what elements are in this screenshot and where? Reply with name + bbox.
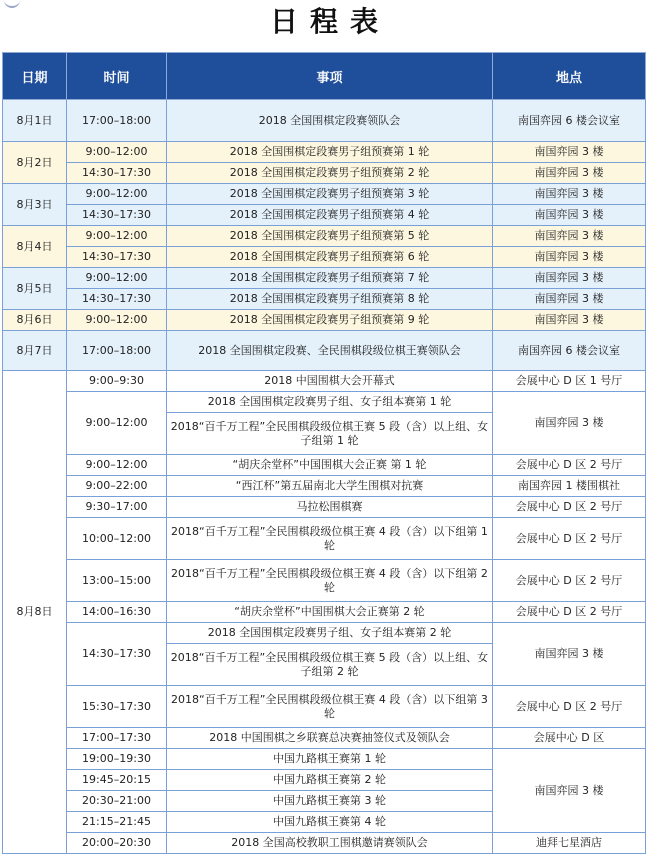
table-row bbox=[3, 392, 646, 413]
time-cell: 17:00–17:30 bbox=[67, 728, 167, 749]
date-cell: 8月4日 bbox=[3, 226, 67, 268]
table-row bbox=[3, 247, 646, 268]
event-cell: 2018 全国围棋定段赛男子组预赛第 3 轮 bbox=[167, 184, 493, 205]
time-cell: 17:00–18:00 bbox=[67, 331, 167, 371]
event-cell: 中国九路棋王赛第 1 轮 bbox=[167, 749, 493, 770]
location-cell: 南国弈园 3 楼 bbox=[493, 247, 646, 268]
event-cell: 2018 全国围棋定段赛男子组预赛第 2 轮 bbox=[167, 163, 493, 184]
event-cell: 中国九路棋王赛第 2 轮 bbox=[167, 770, 493, 791]
time-cell: 14:30–17:30 bbox=[67, 289, 167, 310]
event-cell: 2018 全国围棋定段赛男子组预赛第 4 轮 bbox=[167, 205, 493, 226]
location-cell: 南国弈园 6 楼会议室 bbox=[493, 331, 646, 371]
table-row bbox=[3, 268, 646, 289]
schedule-body bbox=[3, 100, 646, 854]
table-row bbox=[3, 497, 646, 518]
event-cell: 2018 全国围棋定段赛男子组预赛第 8 轮 bbox=[167, 289, 493, 310]
table-row bbox=[3, 728, 646, 749]
location-cell: 南国弈园 3 楼 bbox=[493, 205, 646, 226]
event-cell: 2018 全国围棋定段赛、全民围棋段级位棋王赛领队会 bbox=[167, 331, 493, 371]
date-cell: 8月6日 bbox=[3, 310, 67, 331]
page-title: 日程表 bbox=[269, 5, 390, 38]
location-cell: 会展中心 D 区 2 号厅 bbox=[493, 686, 646, 728]
event-cell: 2018 中国围棋之乡联赛总决赛抽签仪式及领队会 bbox=[167, 728, 493, 749]
time-cell: 13:00–15:00 bbox=[67, 560, 167, 602]
date-cell: 8月1日 bbox=[3, 100, 67, 142]
table-row bbox=[3, 205, 646, 226]
event-cell: 2018“百千万工程”全民围棋段级位棋王赛 4 段（含）以下组第 3 轮 bbox=[167, 686, 493, 728]
event-cell: 2018“百千万工程”全民围棋段级位棋王赛 5 段（含）以上组、女子组第 1 轮 bbox=[167, 413, 493, 455]
time-cell: 14:30–17:30 bbox=[67, 247, 167, 268]
location-cell: 会展中心 D 区 2 号厅 bbox=[493, 497, 646, 518]
event-cell: 2018 全国围棋定段赛男子组预赛第 1 轮 bbox=[167, 142, 493, 163]
time-cell: 9:00–9:30 bbox=[67, 371, 167, 392]
table-row bbox=[3, 560, 646, 602]
table-row bbox=[3, 686, 646, 728]
table-header-row bbox=[3, 53, 646, 100]
table-row bbox=[3, 623, 646, 644]
schedule-table bbox=[2, 52, 646, 854]
location-cell: 南国弈园 3 楼 bbox=[493, 142, 646, 163]
event-cell: 2018“百千万工程”全民围棋段级位棋王赛 4 段（含）以下组第 2 轮 bbox=[167, 560, 493, 602]
event-cell: 2018 全国围棋定段赛男子组、女子组本赛第 1 轮 bbox=[167, 392, 493, 413]
location-cell: 南国弈园 3 楼 bbox=[493, 392, 646, 455]
location-cell: 南国弈园 6 楼会议室 bbox=[493, 100, 646, 142]
event-cell: “西江杯”第五届南北大学生围棋对抗赛 bbox=[167, 476, 493, 497]
event-cell: 2018 全国围棋定段赛领队会 bbox=[167, 100, 493, 142]
date-cell: 8月7日 bbox=[3, 331, 67, 371]
date-cell: 8月8日 bbox=[3, 371, 67, 854]
time-cell: 9:00–12:00 bbox=[67, 392, 167, 455]
location-cell: 会展中心 D 区 2 号厅 bbox=[493, 560, 646, 602]
time-cell: 9:00–12:00 bbox=[67, 226, 167, 247]
location-cell: 南国弈园 1 楼围棋社 bbox=[493, 476, 646, 497]
header-date: 日期 bbox=[3, 53, 67, 100]
time-cell: 9:00–12:00 bbox=[67, 310, 167, 331]
time-cell: 19:45–20:15 bbox=[67, 770, 167, 791]
event-cell: 马拉松围棋赛 bbox=[167, 497, 493, 518]
time-cell: 9:00–12:00 bbox=[67, 455, 167, 476]
table-row bbox=[3, 833, 646, 854]
table-row bbox=[3, 163, 646, 184]
time-cell: 14:30–17:30 bbox=[67, 623, 167, 686]
event-cell: 2018 全国围棋定段赛男子组、女子组本赛第 2 轮 bbox=[167, 623, 493, 644]
event-cell: “胡庆余堂杯”中国围棋大会正赛 第 1 轮 bbox=[167, 455, 493, 476]
time-cell: 14:30–17:30 bbox=[67, 205, 167, 226]
date-cell: 8月2日 bbox=[3, 142, 67, 184]
event-cell: 2018 全国围棋定段赛男子组预赛第 5 轮 bbox=[167, 226, 493, 247]
table-row bbox=[3, 142, 646, 163]
table-row bbox=[3, 310, 646, 331]
event-cell: 2018 全国围棋定段赛男子组预赛第 6 轮 bbox=[167, 247, 493, 268]
location-cell: 南国弈园 3 楼 bbox=[493, 623, 646, 686]
location-cell: 南国弈园 3 楼 bbox=[493, 163, 646, 184]
event-cell: 2018“百千万工程”全民围棋段级位棋王赛 4 段（含）以下组第 1 轮 bbox=[167, 518, 493, 560]
time-cell: 9:00–12:00 bbox=[67, 184, 167, 205]
location-cell: 会展中心 D 区 bbox=[493, 728, 646, 749]
table-row bbox=[3, 749, 646, 770]
table-row bbox=[3, 289, 646, 310]
location-cell: 会展中心 D 区 2 号厅 bbox=[493, 455, 646, 476]
table-row bbox=[3, 455, 646, 476]
table-row bbox=[3, 331, 646, 371]
event-cell: 2018“百千万工程”全民围棋段级位棋王赛 5 段（含）以上组、女子组第 2 轮 bbox=[167, 644, 493, 686]
header-time: 时间 bbox=[67, 53, 167, 100]
time-cell: 19:00–19:30 bbox=[67, 749, 167, 770]
time-cell: 20:00–20:30 bbox=[67, 833, 167, 854]
date-cell: 8月5日 bbox=[3, 268, 67, 310]
event-cell: 2018 全国围棋定段赛男子组预赛第 9 轮 bbox=[167, 310, 493, 331]
time-cell: 14:30–17:30 bbox=[67, 163, 167, 184]
time-cell: 17:00–18:00 bbox=[67, 100, 167, 142]
location-cell: 南国弈园 3 楼 bbox=[493, 289, 646, 310]
location-cell: 会展中心 D 区 2 号厅 bbox=[493, 518, 646, 560]
header-location: 地点 bbox=[493, 53, 646, 100]
location-cell: 南国弈园 3 楼 bbox=[493, 184, 646, 205]
location-cell: 迪拜七星酒店 bbox=[493, 833, 646, 854]
time-cell: 10:00–12:00 bbox=[67, 518, 167, 560]
time-cell: 9:00–22:00 bbox=[67, 476, 167, 497]
time-cell: 21:15–21:45 bbox=[67, 812, 167, 833]
event-cell: 2018 中国围棋大会开幕式 bbox=[167, 371, 493, 392]
event-cell: 中国九路棋王赛第 3 轮 bbox=[167, 791, 493, 812]
location-cell: 会展中心 D 区 1 号厅 bbox=[493, 371, 646, 392]
table-row bbox=[3, 184, 646, 205]
time-cell: 9:30–17:00 bbox=[67, 497, 167, 518]
event-cell: 中国九路棋王赛第 4 轮 bbox=[167, 812, 493, 833]
event-cell: 2018 全国高校教职工围棋邀请赛领队会 bbox=[167, 833, 493, 854]
table-row bbox=[3, 476, 646, 497]
event-cell: 2018 全国围棋定段赛男子组预赛第 7 轮 bbox=[167, 268, 493, 289]
date-cell: 8月3日 bbox=[3, 184, 67, 226]
table-row bbox=[3, 226, 646, 247]
table-row bbox=[3, 371, 646, 392]
time-cell: 9:00–12:00 bbox=[67, 268, 167, 289]
time-cell: 20:30–21:00 bbox=[67, 791, 167, 812]
header-event: 事项 bbox=[167, 53, 493, 100]
table-row bbox=[3, 602, 646, 623]
time-cell: 15:30–17:30 bbox=[67, 686, 167, 728]
table-row bbox=[3, 100, 646, 142]
time-cell: 14:00–16:30 bbox=[67, 602, 167, 623]
event-cell: “胡庆余堂杯”中国围棋大会正赛第 2 轮 bbox=[167, 602, 493, 623]
time-cell: 9:00–12:00 bbox=[67, 142, 167, 163]
location-cell: 南国弈园 3 楼 bbox=[493, 226, 646, 247]
location-cell: 南国弈园 3 楼 bbox=[493, 268, 646, 289]
location-cell: 南国弈园 3 楼 bbox=[493, 310, 646, 331]
location-cell: 南国弈园 3 楼 bbox=[493, 749, 646, 833]
table-row bbox=[3, 518, 646, 560]
location-cell: 会展中心 D 区 2 号厅 bbox=[493, 602, 646, 623]
